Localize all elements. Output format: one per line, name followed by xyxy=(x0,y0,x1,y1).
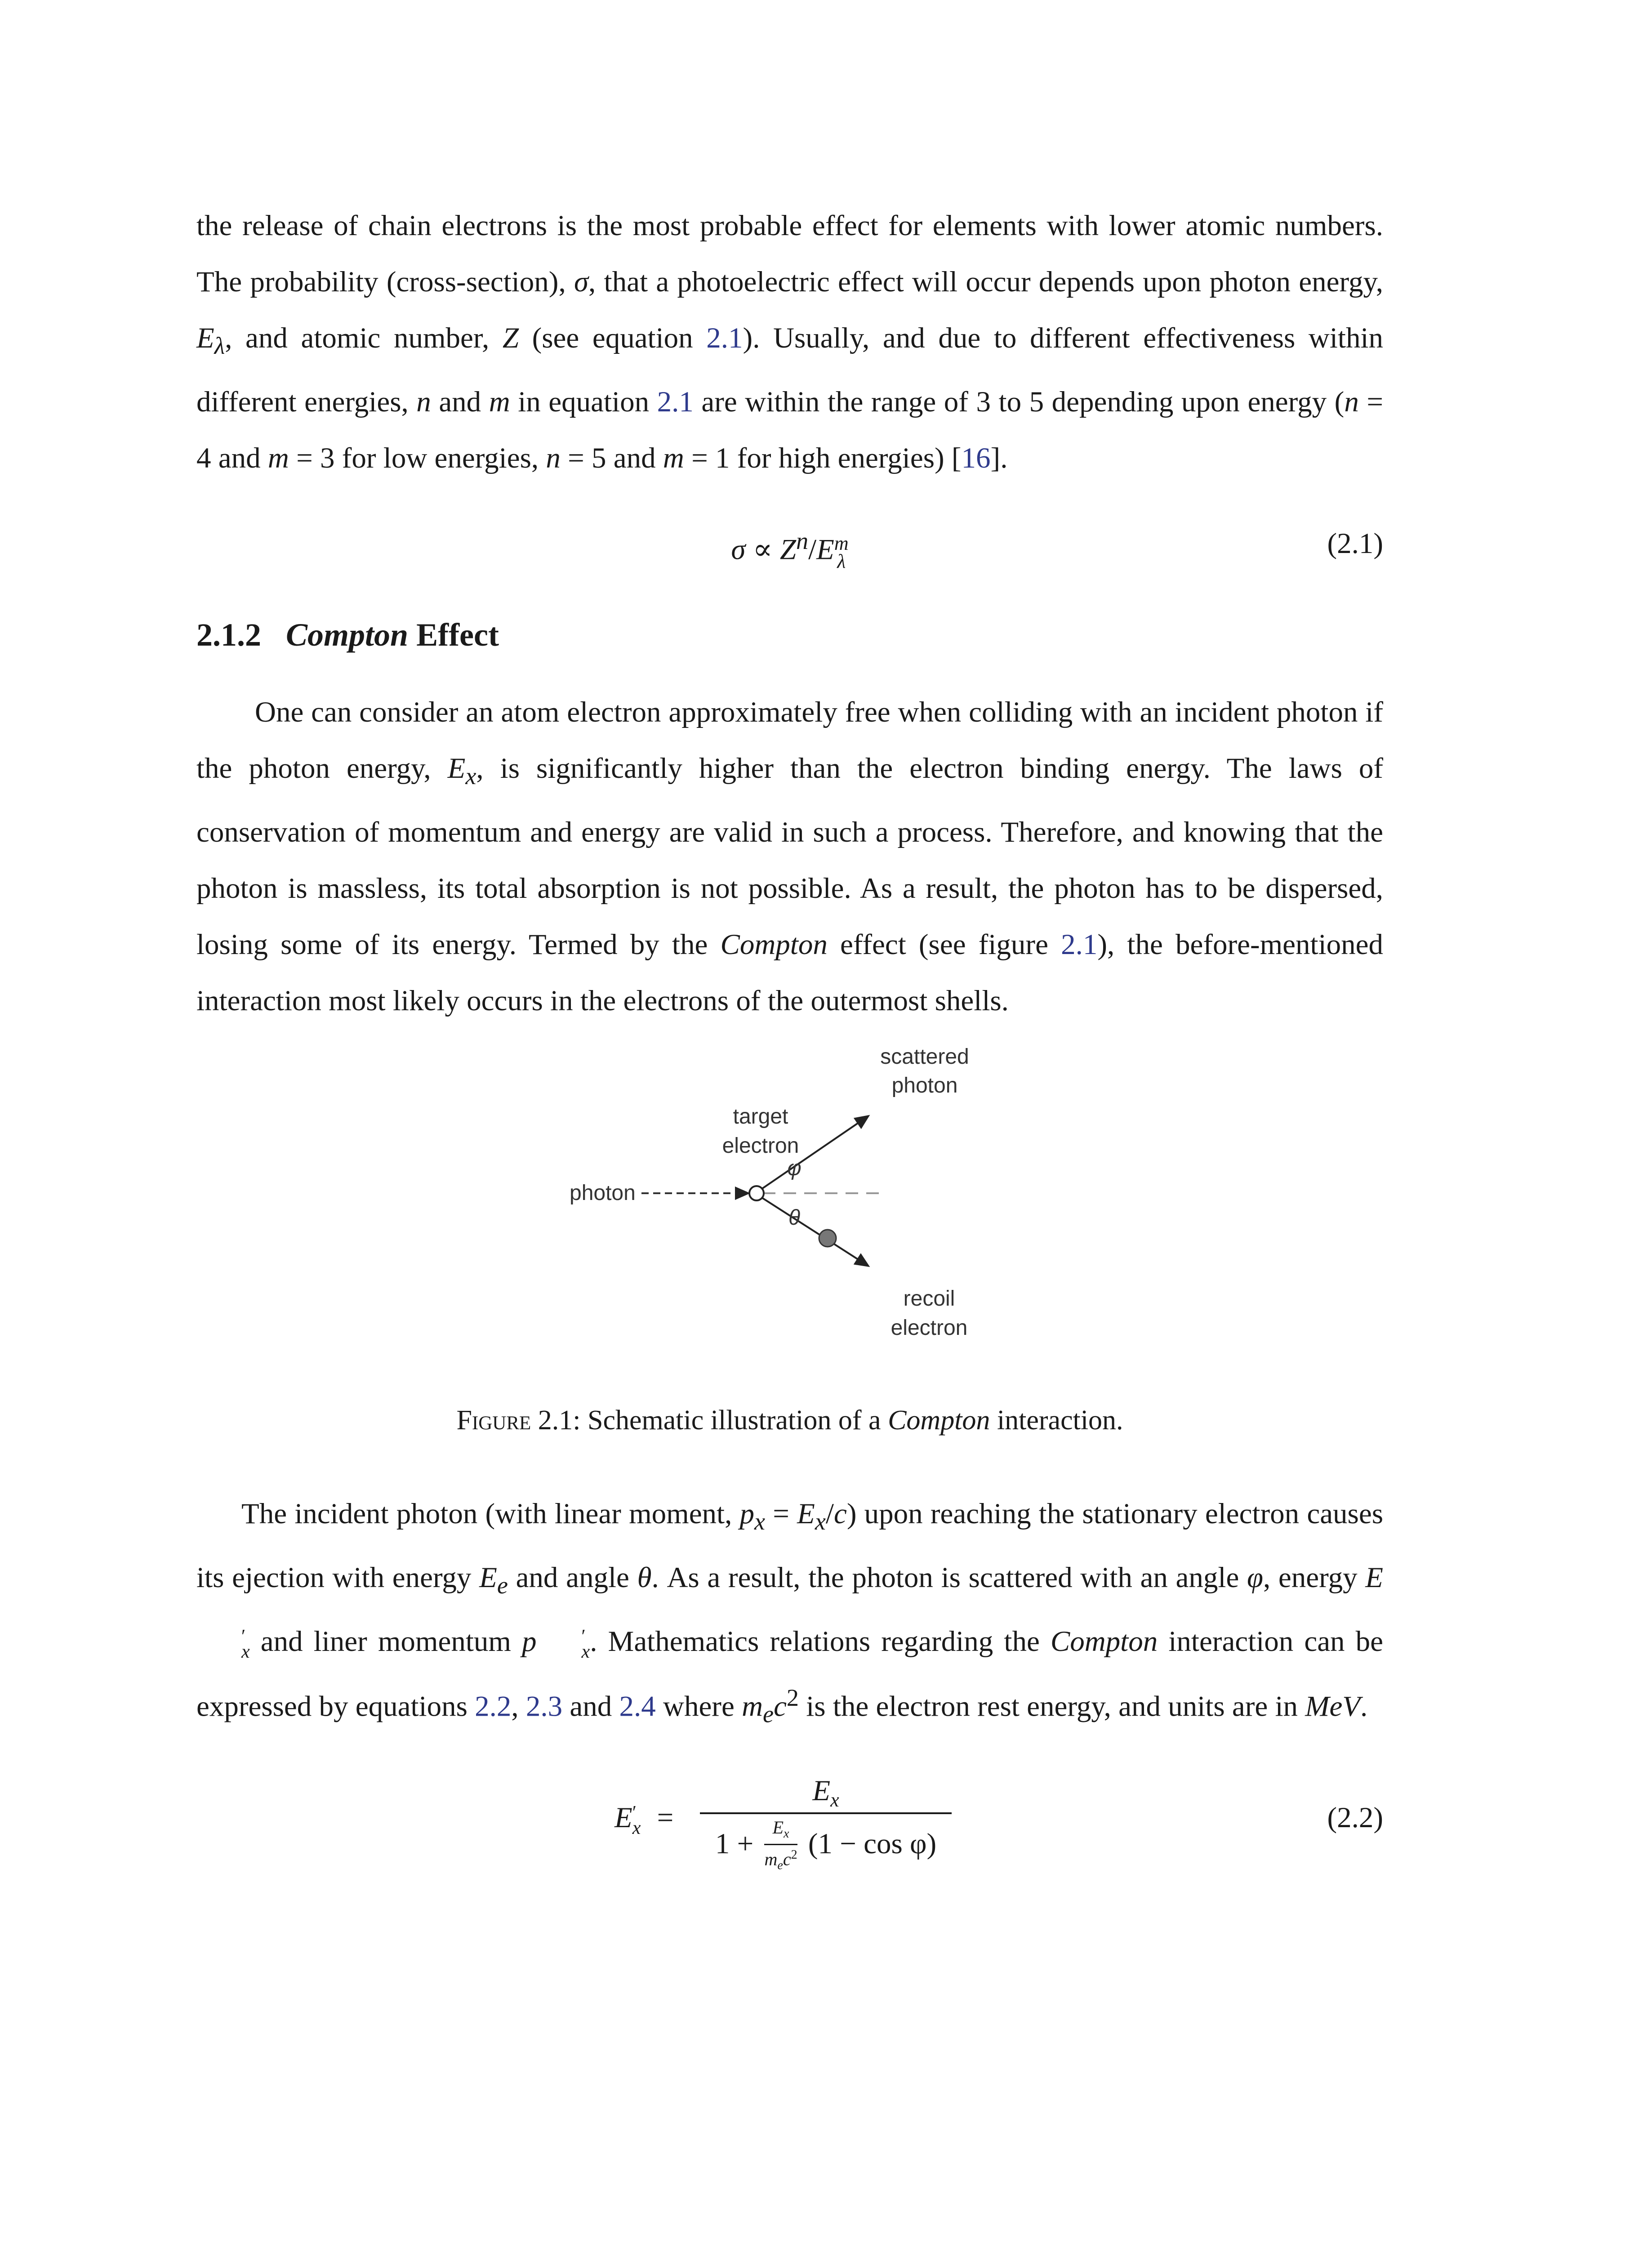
fraction xyxy=(695,1770,956,1875)
label-target-electron: electron xyxy=(722,1134,799,1158)
label-photon: photon xyxy=(570,1181,636,1205)
equation-ref-link[interactable]: 2.4 xyxy=(619,1690,656,1723)
section-number: 2.1.2 xyxy=(196,617,261,653)
label-target: target xyxy=(733,1105,788,1128)
figure-ref-link[interactable]: 2.1 xyxy=(1061,928,1098,961)
equation-lhs: E ′ x = xyxy=(614,1801,674,1838)
equation-ref-link[interactable]: 2.2 xyxy=(475,1690,512,1723)
denominator: 1 + $E_x$ $m_ec^2$ (1 − cos φ) xyxy=(715,1817,937,1872)
numerator: $E_x$ xyxy=(812,1774,839,1811)
equation-number: (2.2) xyxy=(1327,1801,1383,1834)
text: the release of chain electrons is the most probable effect for elements with lower atomic xyxy=(196,210,1265,242)
equation-body: $\sigma \propto Z^n/E$ m λ xyxy=(731,527,849,572)
label-phi: φ xyxy=(787,1156,802,1180)
recoil-electron-circle xyxy=(819,1230,836,1247)
figure-caption: Figure 2.1: Schematic illustration of a Compton interaction. xyxy=(456,1405,1123,1436)
equation-ref-link[interactable]: 2.1 xyxy=(657,386,694,418)
subsection-heading: 2.1.2 Compton Effect xyxy=(196,617,499,653)
label-recoil: recoil xyxy=(903,1287,955,1311)
equation-body xyxy=(614,1770,1154,1873)
label-theta: θ xyxy=(788,1206,801,1230)
paragraph-compton-relations: The incident photon (with linear moment, $p_x = E_x/c$) upon reaching the stationary electron causes its ejection with energy $E_e$ and angle θ. As a result, the photon is scattered with an angle φ, energy E ′ x and liner momentum p ′ x . Mathematics relations regarding the Compton interaction can be expressed by equations 2.2, 2.3 and 2.4 where $m_ec^2$ is the electron rest energy, and units are in MeV. xyxy=(196,1498,1383,1728)
equation-ref-link[interactable]: 2.3 xyxy=(525,1690,563,1723)
paragraph-compton-intro: One can consider an atom electron approximately free when colliding with an incident photon if the photon energy, $E_x$, is significantly higher than the electron binding energy. The laws of conservation of momentum and energy are valid in such a process. Therefore, and knowing that the photon is massless, its total absorption is not possible. As a result, the photon has to be dispersed, losing some of its energy. Termed by the Compton effect (see figure 2.1), the before-mentioned interaction most likely occurs in the electrons of the outermost shells. xyxy=(196,696,1384,1017)
compton-diagram xyxy=(556,1040,1051,1400)
paragraph-photoelectric-continued: the release of chain electrons is the most probable effect for elements with lower atomic numbers. The probability (cross-section), σ, that a photoelectric effect will occur depends upon photon energy, $E_\lambda$, and atomic number, Z (see equation 2.1). Usually, and due to different effectiveness within different energies, n and m in equation 2.1 are within the range of 3 to 5 depending upon energy (n = 4 and m = 3 for low energies, n = 5 and m = 1 for high energies) [16]. xyxy=(196,210,1384,474)
equation-2-1 xyxy=(196,513,1383,581)
equation-ref-link[interactable]: 2.1 xyxy=(706,322,743,354)
equation-2-2 xyxy=(196,1770,1383,1873)
recoil-electron-line xyxy=(762,1198,868,1266)
equation-number: (2.1) xyxy=(1327,527,1383,560)
label-scattered-photon: photon xyxy=(891,1074,958,1097)
target-electron-circle xyxy=(749,1186,764,1200)
label-recoil-electron: electron xyxy=(891,1316,968,1340)
label-scattered: scattered xyxy=(880,1045,969,1069)
citation-link[interactable]: 16 xyxy=(961,442,991,474)
page-content xyxy=(196,198,1383,1873)
figure-compton xyxy=(196,1040,1383,1400)
